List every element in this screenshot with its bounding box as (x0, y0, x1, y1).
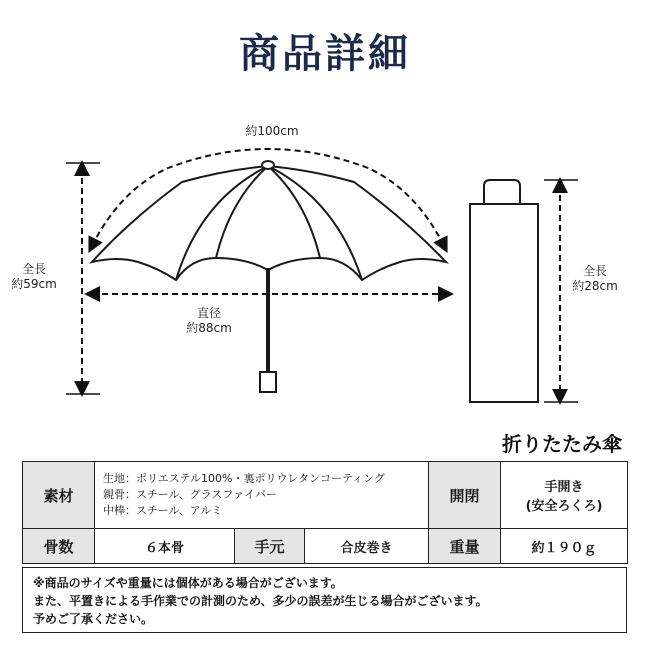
handle-value: 合皮巻き (305, 529, 429, 564)
note-line: ※商品のサイズや重量には個体がある場合がございます。 (33, 576, 343, 590)
weight-value: 約１９０ｇ (501, 529, 628, 564)
note-line: 予めご了承ください。 (33, 612, 154, 626)
spec-row-ribs (23, 529, 628, 564)
umbrella-illustration (0, 110, 650, 410)
disclaimer-note (22, 567, 627, 633)
spec-table (22, 461, 628, 564)
product-type-title: 折りたたみ傘 (502, 432, 622, 456)
open-umbrella-icon (92, 161, 446, 280)
umbrella-dimension-diagram (0, 110, 650, 410)
weight-header: 重量 (429, 529, 501, 564)
closed-length-label: 全長 約28cm (572, 264, 618, 293)
note-line: また、平置きによる手作業での計測のため、多少の誤差が生じる場合がございます。 (33, 594, 488, 608)
handle-header: 手元 (235, 529, 305, 564)
spec-row-material (23, 462, 628, 529)
umbrella-handle (260, 372, 276, 392)
span-label: 約100cm (245, 124, 299, 138)
diameter-label: 直径 約88cm (186, 306, 232, 335)
open-length-label: 全長 約59cm (11, 262, 57, 291)
ribs-value: ６本骨 (95, 529, 235, 564)
opening-header: 開閉 (429, 462, 501, 529)
ribs-header: 骨数 (23, 529, 95, 564)
page-title: 商品詳細 (239, 31, 411, 77)
material-value: 生地：ポリエステル100%・裏ポリウレタンコーティング 親骨：スチール、グラスファイバー 中棒：スチール、アルミ (95, 462, 429, 529)
opening-value: 手開き (安全ろくろ) (501, 462, 628, 529)
closed-umbrella-icon (470, 180, 538, 402)
material-header: 素材 (23, 462, 95, 529)
